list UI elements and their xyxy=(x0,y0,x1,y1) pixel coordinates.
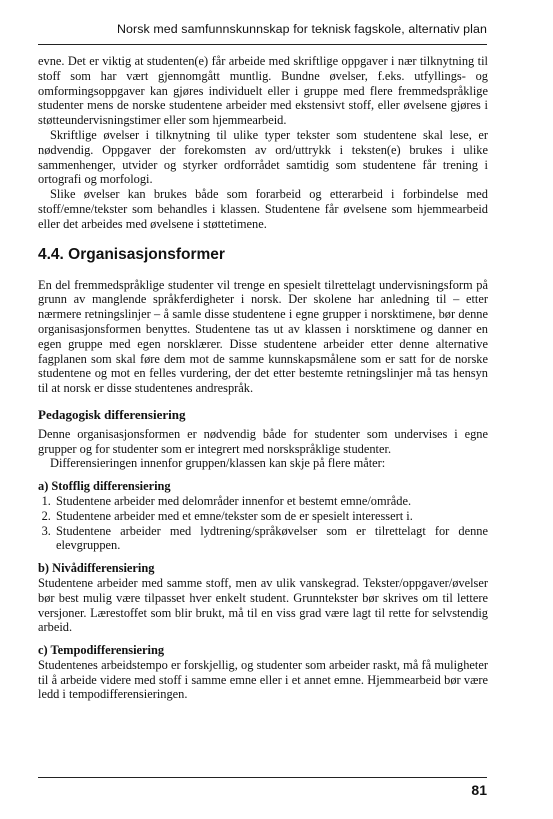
intro-paragraph-3: Slike øvelser kan brukes både som forarbeid og etterarbeid i forbindelse med stoff/emne/tekster som behandles i klassen. Studentene får øvelsene som hjemmearbeid eller det arbeides med øvelsene i støttetimene. xyxy=(38,187,488,231)
pedagogisk-paragraph-2: Differensieringen innenfor gruppen/klassen kan skje på flere måter: xyxy=(50,456,386,471)
page-number: 81 xyxy=(471,782,487,798)
running-header: Norsk med samfunnskunnskap for teknisk fagskole, alternativ plan xyxy=(116,22,487,36)
section-paragraph: En del fremmedspråklige studenter vil trenge en spesielt tilrettelagt undervisningsform på grunn av manglende språkferdigheter i norsk. Der skolene har anledning til – etter nærmere retningslinjer – å samle disse studentene i egne grupper i norsktimene, bør denne organisasjonsformen benyttes. Studentene tas ut av klassen i norsktimene og danner en egen gruppe med egen norsklærer. Disse studentene arbeider etter denne alternative fagplanen som skal føre dem mot de samme kunnskapsmålene som er satt for de norske studentene og mot en felles vurdering, der det etter bestemte retningslinjer må tas hensyn til at norsk er disse studentenes andrespråk. xyxy=(38,277,488,396)
list-item: 1. Studentene arbeider med delområder innenfor et bestemt emne/område. xyxy=(54,494,488,509)
list-item: 2. Studentene arbeider med et emne/tekster som de er spesielt interessert i. xyxy=(54,509,488,524)
niva-paragraph: Studentene arbeider med samme stoff, men av ulik vanskegrad. Tekster/oppgaver/øvelser bør best mulig være tilpasset hver enkelt student. Grunntekster bør skrives om til lettere versjoner. Lærestoffet som blir brukt, må til en viss grad være lagt til rette for selvstendig arbeid. xyxy=(38,575,488,635)
pedagogisk-heading: Pedagogisk differensiering xyxy=(38,406,186,422)
footer-rule xyxy=(38,777,487,778)
tempo-paragraph: Studentenes arbeidstempo er forskjellig, og studenter som arbeider raskt, må få muligheter til å arbeide videre med stoff i samme emne eller i et annet emne. Hjemmearbeid bør være ledd i tempodifferensieringen. xyxy=(38,657,488,702)
intro-paragraph-1: evne. Det er viktig at studenten(e) får arbeide med skriftlige oppgaver i nær tilknytning til stoff som har vært gjennomgått muntlig. Bundne øvelser, f.eks. utfyllings- og omformingsoppgaver kan gjøres individuelt eller i gruppe med flere fremmedspråklige studenter mens de norske studentene arbeider med ekstensivt stoff, eller øvelsene gjøres i støtteundervisningstimer eller som hjemmearbeid. xyxy=(38,54,488,128)
section-heading: 4.4. Organisasjonsformer xyxy=(38,245,225,263)
page-body xyxy=(38,54,488,702)
tempo-heading: c) Tempodifferensiering xyxy=(38,643,165,658)
stofflig-heading: a) Stofflig differensiering xyxy=(38,479,171,494)
pedagogisk-paragraph-1: Denne organisasjonsformen er nødvendig både for studenter som undervises i egne grupper og for studenter som er integrert med norskspråklige studenter. xyxy=(38,426,488,456)
intro-paragraph-2: Skriftlige øvelser i tilknytning til ulike typer tekster som studentene skal lese, er nødvendig. Oppgaver der forekomsten av ord/uttrykk i teksten(e) brukes i ulike sammenhenger, utvider og styrker ordforrådet samtidig som studentene får trening i ortografi og morfologi. xyxy=(38,127,488,187)
stofflig-list xyxy=(38,494,488,553)
header-rule xyxy=(38,44,487,45)
list-item: 3. Studentene arbeider med lydtrening/språkøvelser som er tilrettelagt for denne elevgruppen. xyxy=(54,524,488,554)
niva-heading: b) Nivådifferensiering xyxy=(38,561,155,576)
